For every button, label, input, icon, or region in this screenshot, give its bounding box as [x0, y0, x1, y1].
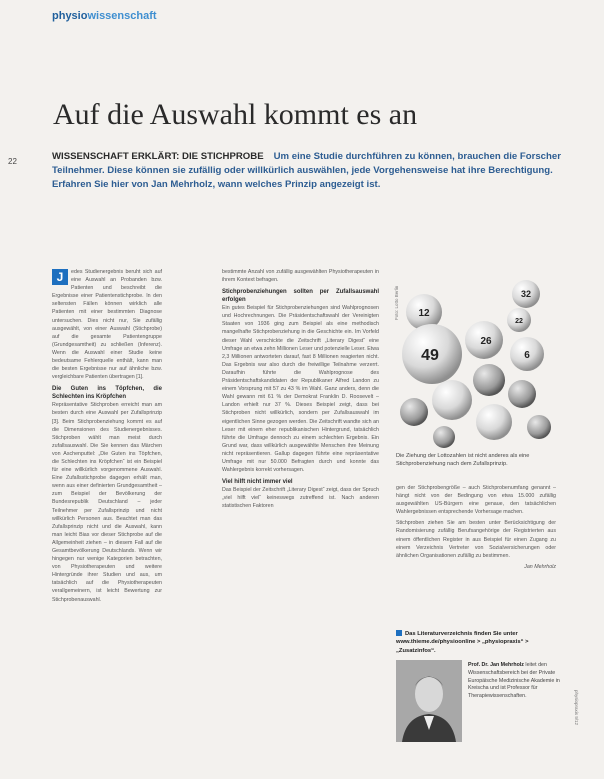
- lottery-ball: [508, 380, 536, 408]
- paragraph: Ein gutes Beispiel für Stichprobenziehungen sind Wahlprognosen und Hochrechnungen. Die Präsidentschaftswahl der Vereinigten Staaten von 1936 ging zum Beispiel als eine methodisch mangelhafte Stichprobenziehung in die Geschichte ein. Im Vorfeld dieser Wahl verschickte die Zeitschrift „Literary Digest“ eine Umfrage an etwa zehn Millionen Leser und potenzielle Leser. Etwa 2,3 Millionen antworteten darauf, fast 8 Millionen reagierten nicht. Das Ergebnis war also durch die freiwillige Teilnahme verzerrt. Daraufhin führte die Wahlprognose des Präsidentschaftskandidaten der Republikaner Alfred Landon zu einem Vorsprung mit 57 zu 43 % im Wahl. Ganz anders, denn die Wahl gewann mit 61 % der Demokrat Franklin D. Roosevelt – Landon erhielt nur 37 %. Dieses Beispiel zeigt, dass bei Stichproben nicht willkürlich, sondern per Zufallsauswahl im eigentlichen Sinne gezogen werden. Die Zeitschrift wandte sich an Leser mit einem eher republikanischen Hintergrund, tatsächlich führte die Umfrage dennoch zu einem schlechten Ergebnis. Ein Grund war, dass willkürlich ausgewählte Menschen ihre Meinung nicht repräsentieren. Gallup dagegen führte eine repräsentative Umfrage mit nur 50.000 Befragten durch und konnte das Wahlergebnis korrekt vorhersagen.: [222, 305, 379, 474]
- ball-number: 49: [421, 347, 439, 364]
- section-suffix: wissenschaft: [87, 10, 157, 22]
- column-1: [52, 268, 162, 607]
- article-lead: [52, 150, 584, 193]
- paragraph: [52, 268, 162, 381]
- ball-number: 22: [515, 318, 523, 325]
- lottery-ball: [476, 404, 512, 440]
- lead-text: Um eine Studie durchführen zu können, brauchen die Forscher Teilnehmer. Diese können sie zufällig oder willkürlich auswählen, jede Vorgehensweise hat ihre Berechtigung. Erfahren Sie hier von Jan Mehrholz, wann welches Prinzip angezeigt ist.: [52, 151, 561, 191]
- margin-note: physiopraxis 9/12: [574, 690, 579, 726]
- author-description: leitet den Wissenschaftsbereich bei der Private Europäische Medizinische Akademie in Kreischa und ist Professor für Therapiewissenschaften.: [468, 662, 560, 700]
- column-3: [396, 484, 556, 571]
- paragraph-text: edes Studienergebnis beruht sich auf eine Auswahl an Probanden bzw. Patienten und beschreibt die Ergebnisse einer Patientenstichprobe. In den seltensten Fällen können wirklich alle Patienten mit einer bestimmten Diagnose untersuchen. Dies nicht nur, Sie zufällig ausgewählt, von einer Auswahl (Stichprobe) auf die gesamte Patientengruppe (Grundgesamtheit) zu schließen (Inferenz). Wenn die Auswahl einer Studie keine bedeutsame Fehlerquelle enthält, kann man die besten Ergebnisse nur auf ähnliche bzw. vergleichbare Patienten übertragen [1].: [52, 269, 162, 381]
- lottery-balls-photo: [394, 272, 554, 448]
- paragraph: Repräsentative Stichproben erreicht man am besten durch eine Auswahl per Zufallsprinzip [3]. Beim Stichprobenziehung kommt es auf die Dimensionen des Studienergebnisses. Stichproben wählt man meist durch zufallsauswahl. Die Sie kennen das Märchen von Aschenputtel: „Die Guten ins Töpfchen, die Schlechten ins Kröpfchen“ ist ein Beispiel für eine willkürlich vorgenommene Auswahl. Eine Zufallsstichprobe dagegen erhält man, wenn aus einer definierten Grundgesamtheit – zum Beispiel der Bevölkerung der Bundesrepublik Deutschland – jeder Teilnehmer per Zufallsprinzip und nicht willkürlich Personen aus. Beachtet man das Zufallsprinzip nicht und die Auswahl, kann man leicht Bias vor dieser Stichprobe auf die Allgemeinheit ziehen – in diesem Fall auf die Gesamtbevölkerung Deutschlands. Wenn wir hingegen nur wenige Kategorien betrachten, von Physiotherapeuten und weitere Hintergründe ihrer Studien und aus, um tatsächlich auf die Physiotherapeuten verallgemeinern, ist leicht Bewertung zur Stichprobenauswahl.: [52, 402, 162, 603]
- lottery-balls-illustration: [394, 272, 554, 448]
- paragraph: Das Beispiel der Zeitschrift „Literary Digest“ zeigt, dass der Spruch „viel hilft viel“ keineswegs zutreffend ist. Nach anderen statistischen Faktoren: [222, 487, 379, 510]
- references-text: Das Literaturverzeichnis finden Sie unter www.thieme.de/physioonline > „physiopraxis“ > „Zusatzinfos“.: [396, 631, 529, 654]
- square-bullet-icon: [396, 630, 402, 636]
- lottery-ball: [473, 364, 505, 396]
- lead-tag: WISSENSCHAFT ERKLÄRT: DIE STICHPROBE: [52, 151, 264, 162]
- author-name: Prof. Dr. Jan Mehrholz: [468, 662, 524, 668]
- paragraph: gen der Stichprobengröße – auch Stichprobenumfang genannt – hängt nicht von der Bedingung von etwa 15.000 zufällig ausgewählten US-Bürgern eine genaue, den tatsächlichen Wahlergebnissen entsprechende Vorhersage machen.: [396, 485, 556, 516]
- lottery-ball: [432, 380, 472, 420]
- paragraph: Stichproben ziehen Sie am besten unter Berücksichtigung der Randomisierung zufällig Berufsangehörige der Registrierten aus einem öffentlichen Register in aus Beispiel für einen Zugang zu einem Verzeichnis Vertreter von Sozialversicherungen oder ähnlichen Organisationen zufällig zu bestimmen.: [396, 520, 556, 559]
- subheading: Die Guten ins Töpfchen, die Schlechten ins Kröpfchen: [52, 386, 162, 401]
- photo-credit: Foto: Lotto Berlin: [394, 285, 399, 320]
- author-signoff: Jan Mehrholz: [524, 563, 556, 570]
- paragraph: bestimmte Anzahl von zufällig ausgewählten Physiotherapeuten in ihrem Kontext befragen.: [222, 269, 379, 284]
- ball-number: 6: [524, 350, 530, 361]
- lottery-ball: [433, 426, 455, 448]
- article-title: Auf die Auswahl kommt es an: [53, 98, 418, 131]
- section-label: [52, 10, 157, 22]
- lottery-ball: [400, 398, 428, 426]
- drop-cap: J: [52, 269, 68, 285]
- subheading: Stichprobenziehungen sollten per Zufallsauswahl erfolgen: [222, 289, 379, 304]
- ball-number: 12: [418, 308, 430, 319]
- references-note: [396, 630, 556, 655]
- author-bio: [468, 662, 568, 701]
- section-prefix: physio: [52, 10, 88, 22]
- author-portrait: [396, 660, 462, 742]
- ball-number: 26: [480, 336, 492, 347]
- photo-caption: Die Ziehung der Lottozahlen ist nicht anderes als eine Stichprobenziehung nach dem Zufallsprinzip.: [396, 453, 530, 468]
- ball-number: 32: [520, 289, 532, 299]
- column-2: [222, 268, 379, 513]
- subheading: Viel hilft nicht immer viel: [222, 479, 293, 486]
- page-number: 22: [8, 157, 17, 166]
- lottery-ball: [527, 415, 551, 439]
